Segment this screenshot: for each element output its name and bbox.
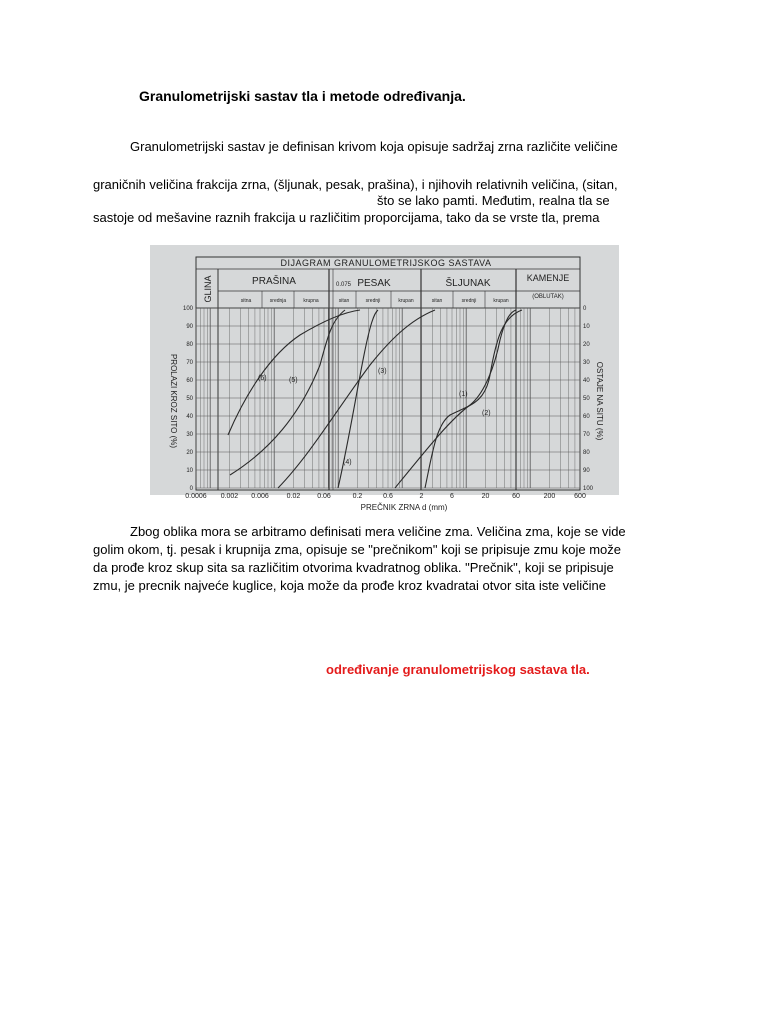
curve-label-1: (1) [459,391,468,398]
red-heading: određivanje granulometrijskog sastava tla. [326,662,590,677]
left-tick-label: 70 [186,360,193,366]
curve-label-4: (4) [343,459,352,466]
sub-pesak-krupan: krupan [398,298,414,304]
group-boundary-label: 0.075 [336,282,352,288]
paragraph-2-line-3: da prođe kroz skup sita sa različitim otvorima kvadratnog oblika. "Prečnik", koji se pripisuje [93,560,614,575]
left-tick-label: 10 [186,468,193,474]
sub-prasina-krupna: krupna [303,298,319,304]
x-tick-label: 0.02 [286,493,301,500]
right-tick-label: 70 [583,432,590,438]
x-tick-label: 0.0006 [185,493,207,500]
x-tick-label: 2 [419,493,424,500]
sub-sljunak-krupan: krupan [493,298,509,304]
left-axis-label: PROLAZI KROZ SITO (%) [169,353,178,449]
sub-prasina-srednja: srednja [269,298,287,304]
sub-pesak-srednji: srednji [365,298,381,304]
paragraph-1-line-3: što se lako pamti. Međutim, realna tla se [377,193,610,208]
x-tick-label: 0.002 [220,493,239,500]
left-tick-label: 40 [186,414,193,420]
sub-sljunak-srednji: srednji [461,298,477,304]
curve-label-6: (6) [258,375,267,382]
right-tick-label: 40 [583,378,590,384]
x-tick-label: 6 [450,493,454,500]
right-tick-label: 90 [583,468,590,474]
x-tick-label: 0.2 [352,493,363,500]
right-tick-label: 30 [583,360,590,366]
group-kamenje-sub: (OBLUTAK) [532,294,564,300]
sub-prasina-sitna: sitna [240,298,252,304]
right-axis-label: OSTAJE NA SITU (%) [595,361,604,441]
paragraph-1-line-2: graničnih veličina frakcija zrna, (šljunak, pesak, prašina), i njihovih relativnih veličina, (sitan, [93,177,618,192]
group-glina: GLINA [203,275,213,303]
left-tick-label: 80 [186,342,193,348]
left-tick-label: 20 [186,450,193,456]
x-tick-label: 60 [512,493,520,500]
x-tick-label: 200 [543,493,556,500]
curve-label-3: (3) [378,368,387,375]
sub-sljunak-sitan: sitan [431,298,443,304]
left-tick-label: 90 [186,324,193,330]
document-title: Granulometrijski sastav tla i metode određivanja. [139,88,466,104]
paragraph-2-line-4: zmu, je precnik najveće kuglice, koja može da prođe kroz kvadratai otvor sita iste veličine [93,578,607,593]
x-tick-label: 0.06 [317,493,331,500]
paragraph-2-line-2: golim okom, tj. pesak i krupnija zma, opisuje se "prečnikom" koji se pripisuje zmu koje može [93,542,621,557]
paragraph-1-line-4: sastoje od mešavine raznih frakcija u različitim proporcijama, tako da se vrste tla, prema [93,210,600,225]
curve-label-5: (5) [289,377,298,384]
diagram-title: DIJAGRAM GRANULOMETRIJSKOG SASTAVA [280,258,492,268]
paragraph-2-line-1: Zbog oblika mora se arbitramo definisati mera veličine zma. Veličina zma, koje se vide [130,524,626,539]
right-tick-label: 100 [583,486,594,492]
x-tick-label: 20 [481,493,490,500]
x-tick-label: 0.6 [383,493,393,500]
x-tick-label: 0.006 [251,493,269,500]
right-tick-label: 20 [583,342,590,348]
group-kamenje: KAMENJE [526,273,570,283]
group-prasina: PRAŠINA [252,276,296,287]
left-tick-label: 100 [182,306,193,312]
right-tick-label: 60 [583,414,590,420]
right-tick-label: 10 [583,324,590,330]
paragraph-1-line-1: Granulometrijski sastav je definisan krivom koja opisuje sadržaj zrna različite veličine [130,139,618,154]
x-tick-label: 600 [574,493,586,500]
right-tick-label: 80 [583,450,590,456]
granulometric-diagram-photo [150,245,619,512]
left-tick-label: 50 [186,396,193,402]
left-tick-label: 60 [186,378,193,384]
right-tick-label: 50 [583,396,590,402]
left-tick-label: 30 [186,432,193,438]
curve-label-2: (2) [482,410,491,417]
x-axis-label: PREČNIK ZRNA d (mm) [360,503,448,512]
right-tick-label: 0 [583,306,587,312]
left-tick-label: 0 [189,486,193,492]
group-pesak: PESAK [357,278,391,289]
group-sljunak: ŠLJUNAK [445,278,491,289]
sub-pesak-sitan: sitan [338,298,350,304]
